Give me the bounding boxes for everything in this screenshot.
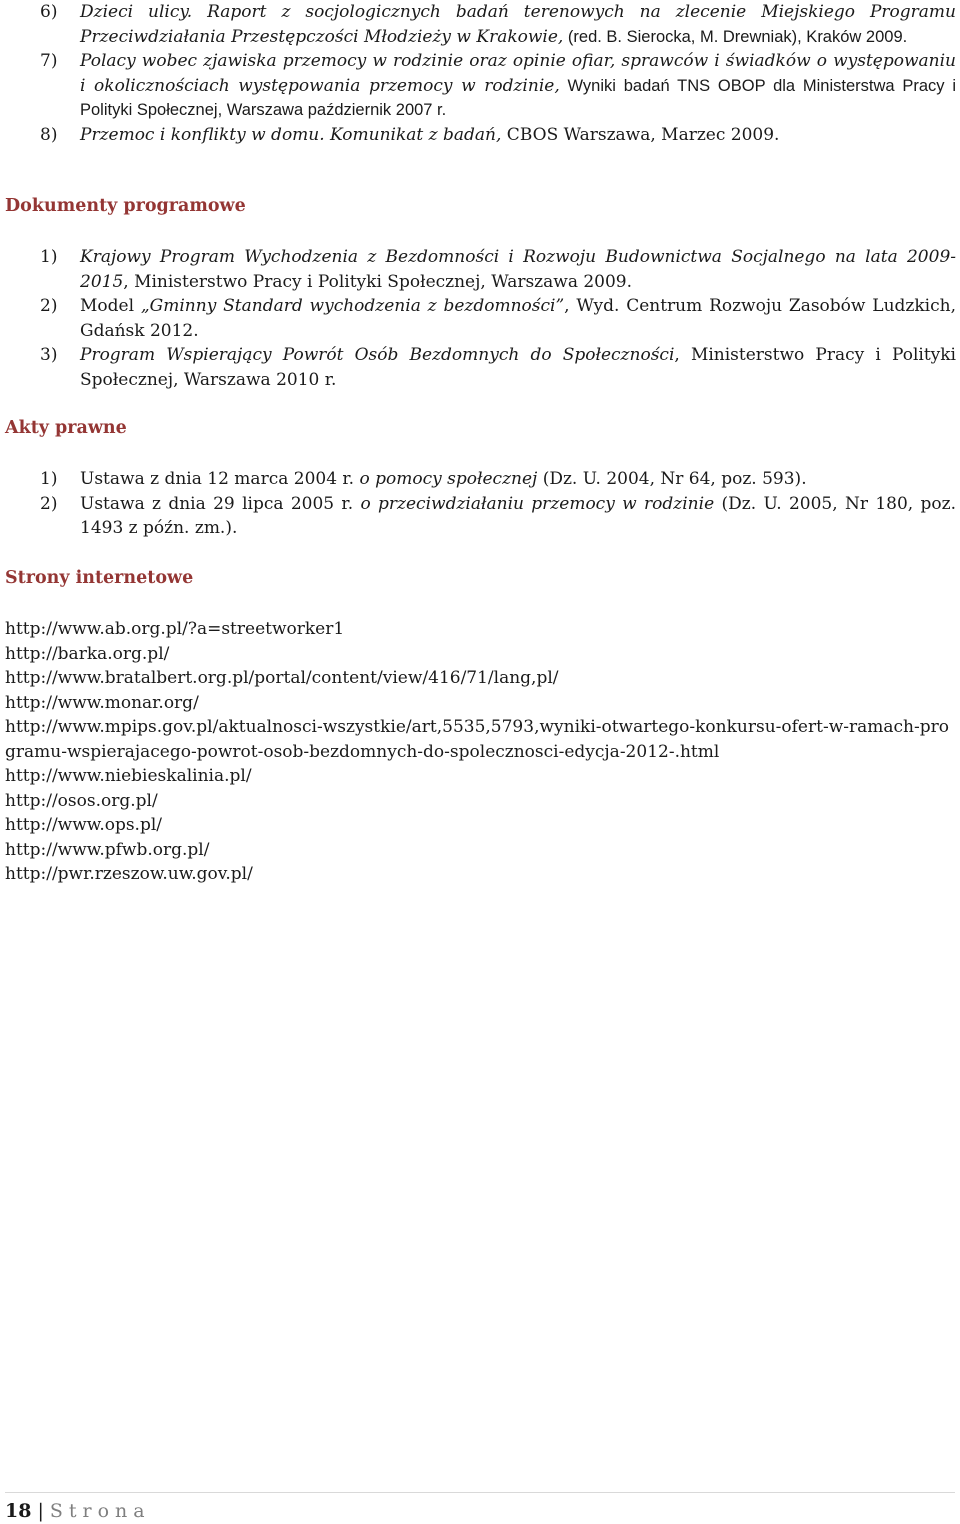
law-details: (Dz. U. 2004, Nr 64, poz. 593).	[537, 469, 807, 489]
program-item-3	[0, 343, 960, 392]
law-list	[0, 467, 960, 541]
web-link[interactable]: http://www.monar.org/	[5, 692, 199, 713]
page-number: 18	[5, 1500, 32, 1522]
law-details: (Dz. U. 2005, Nr 180, poz. 1493 z późn. zm.).	[80, 493, 956, 538]
reference-details: Wyniki badań TNS OBOP dla Ministerstwa Pracy i Polityki Społecznej, Warszawa październik 2007 r.	[80, 76, 956, 119]
programs-list	[0, 245, 960, 392]
web-link[interactable]: http://www.ops.pl/	[5, 815, 163, 835]
reference-title: Polacy wobec zjawiska przemocy w rodzinie oraz opinie ofiar, sprawców i świadków o występowaniu i okolicznościach występowania przemocy w rodzinie,	[80, 51, 956, 96]
program-number: 3)	[40, 345, 58, 365]
section-heading-web: Strony internetowe	[5, 568, 194, 588]
law-title: o pomocy społecznej	[359, 469, 538, 489]
program-number: 2)	[40, 296, 58, 316]
law-prefix: Ustawa z dnia 12 marca 2004 r.	[80, 469, 360, 489]
reference-number: 7)	[40, 51, 58, 71]
program-number: 1)	[40, 247, 58, 267]
program-title: Krajowy Program Wychodzenia z Bezdomności i Rozwoju Budownictwa Socjalnego na lata 2009-2015	[80, 247, 956, 292]
law-title: o przeciwdziałaniu przemocy w rodzinie	[360, 493, 715, 514]
web-link[interactable]: http://pwr.rzeszow.uw.gov.pl/	[5, 864, 253, 884]
web-link[interactable]: http://osos.org.pl/	[5, 790, 158, 811]
law-item-1	[0, 467, 960, 492]
reference-details: (red. B. Sierocka, M. Drewniak), Kraków 2009.	[563, 27, 908, 46]
reference-item-7	[0, 49, 960, 123]
reference-title: Dzieci ulicy. Raport z socjologicznych badań terenowych na zlecenie Miejskiego Programu Przeciwdziałania Przestępczości Młodzieży w Krakowie,	[80, 2, 956, 47]
law-item-2	[0, 492, 960, 541]
program-item-2	[0, 294, 960, 343]
web-link[interactable]: http://barka.org.pl/	[5, 643, 170, 664]
page-footer	[5, 1492, 955, 1523]
web-link[interactable]: http://www.pfwb.org.pl/	[5, 839, 210, 860]
web-link[interactable]: http://www.bratalbert.org.pl/portal/content/view/416/71/lang,pl/	[5, 668, 559, 688]
web-link[interactable]: http://www.niebieskalinia.pl/	[5, 766, 252, 786]
law-section	[0, 467, 960, 541]
program-title: „Gminny Standard wychodzenia z bezdomności”	[140, 296, 565, 316]
program-title: Program Wspierający Powrót Osób Bezdomnych do Społeczności	[80, 345, 675, 365]
reference-list	[0, 0, 960, 147]
web-link[interactable]: http://www.ab.org.pl/?a=streetworker1	[5, 619, 345, 639]
reference-item-8	[0, 123, 960, 148]
footer-separator: |	[37, 1500, 44, 1522]
program-item-1	[0, 245, 960, 294]
reference-number: 6)	[40, 2, 58, 22]
reference-title: Przemoc i konflikty w domu. Komunikat z badań,	[80, 124, 502, 145]
section-heading-law: Akty prawne	[5, 418, 127, 438]
law-number: 1)	[40, 469, 58, 489]
program-details: , Ministerstwo Pracy i Polityki Społecznej, Warszawa 2009.	[123, 271, 633, 292]
program-prefix: Model	[80, 296, 141, 316]
reference-number: 8)	[40, 124, 58, 145]
page-word: Strona	[49, 1500, 151, 1522]
reference-item-6	[0, 0, 960, 49]
program-details: , Wyd. Centrum Rozwoju Zasobów Ludzkich, Gdańsk 2012.	[80, 296, 956, 341]
programs-section	[0, 245, 960, 392]
law-prefix: Ustawa z dnia 29 lipca 2005 r.	[80, 493, 361, 514]
references-continued	[0, 0, 960, 147]
program-details: , Ministerstwo Pracy i Polityki Społecznej, Warszawa 2010 r.	[80, 345, 956, 390]
web-links-list	[5, 617, 955, 887]
section-heading-programs: Dokumenty programowe	[5, 196, 246, 216]
web-link[interactable]: http://www.mpips.gov.pl/aktualnosci-wszystkie/art,5535,5793,wyniki-otwartego-konkursu-ofert-w-ramach-programu-wspierajacego-powrot-osob-bezdomnych-do-spolecznosci-edycja-2012-.html	[5, 717, 949, 762]
reference-details: CBOS Warszawa, Marzec 2009.	[501, 124, 780, 145]
law-number: 2)	[40, 493, 58, 514]
